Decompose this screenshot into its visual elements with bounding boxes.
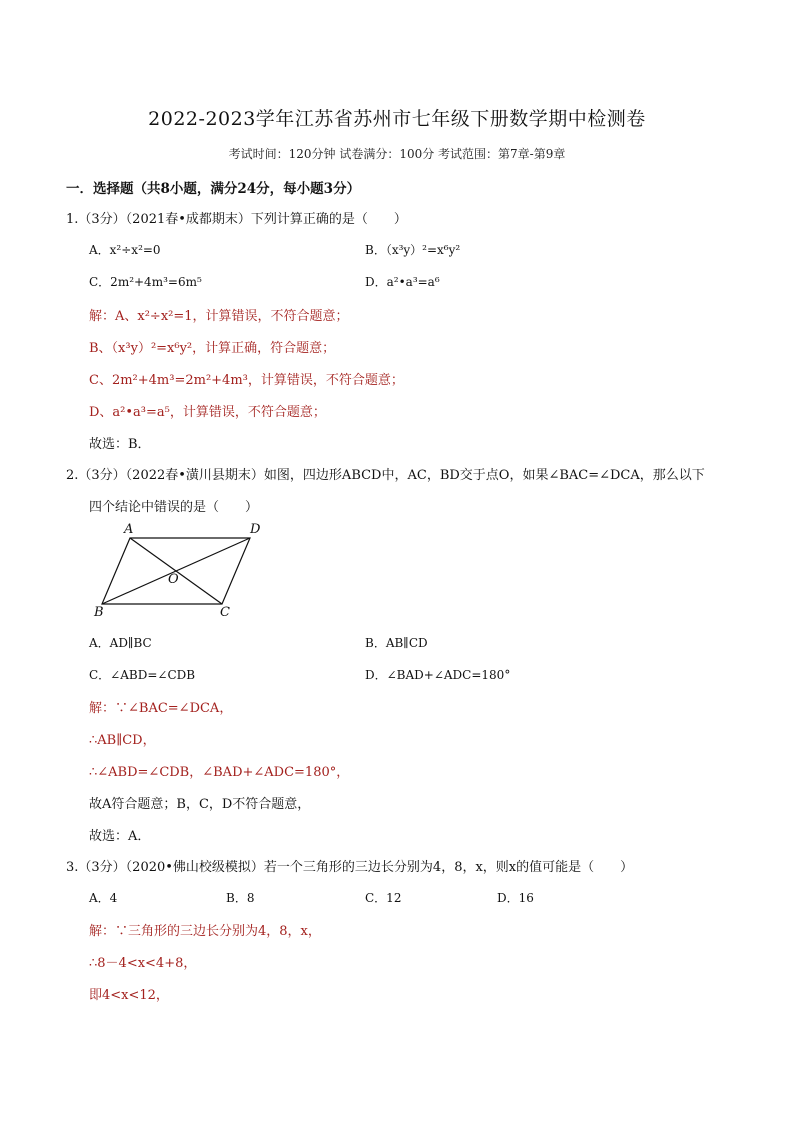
question-1-solution-line: C、2m²+4m³=2m²+4m³，计算错误，不符合题意；	[89, 373, 404, 388]
quadrilateral-figure	[92, 520, 272, 624]
question-2-option-d: D．∠BAD+∠ADC=180°	[365, 668, 511, 682]
question-1-option-a: A．x²÷x²=0	[89, 243, 161, 257]
question-2-option-a: A．AD∥BC	[89, 636, 152, 650]
question-1-solution-line: B、（x³y）²=x⁶y²，计算正确，符合题意；	[89, 341, 336, 356]
question-1-option-d: D．a²•a³=a⁶	[365, 275, 440, 289]
question-1-solution-line: D、a²•a³=a⁵，计算错误，不符合题意；	[89, 405, 326, 420]
question-2-option-c: C．∠ABD=∠CDB	[89, 668, 196, 682]
question-3-solution-line: ∴8－4<x<4+8，	[89, 956, 197, 971]
question-2-solution-line	[89, 697, 232, 716]
vertex-label-d: D	[250, 522, 261, 537]
question-1-answer: 故选：B．	[89, 437, 151, 452]
question-2-option-b: B．AB∥CD	[365, 636, 428, 650]
question-1-option-c: C．2m²+4m³=6m⁵	[89, 275, 202, 289]
question-3-solution-line	[89, 920, 321, 939]
question-1-solution-line	[89, 305, 349, 324]
vertex-label-b: B	[94, 605, 104, 620]
question-2-solution-line: ∴∠ABD=∠CDB，∠BAD+∠ADC=180°，	[89, 765, 350, 780]
vertex-label-c: C	[220, 605, 230, 620]
question-3-option-b: B．8	[226, 891, 255, 905]
solution-text: 解：∵三角形的三边长分别为4，8，x，	[89, 924, 321, 939]
question-2-stem-continued: 四个结论中错误的是（ ）	[89, 500, 259, 515]
diagonal-bd	[102, 538, 250, 604]
solution-text: 解：A、x²÷x²=1，计算错误，不符合题意；	[89, 309, 349, 324]
question-2-solution-line: ∴AB∥CD，	[89, 733, 156, 748]
question-3-option-a: A．4	[89, 891, 118, 905]
section-heading: 一．选择题（共8小题，满分24分，每小题3分）	[66, 181, 361, 197]
question-2-stem: 2.（3分）（2022春•潢川县期末）如图，四边形ABCD中，AC，BD交于点O，如果∠BAC=∠DCA，那么以下	[66, 468, 705, 483]
vertex-label-a: A	[124, 522, 134, 537]
question-1-stem: 1.（3分）（2021春•成都期末）下列计算正确的是（ ）	[66, 212, 407, 227]
question-3-option-d: D．16	[497, 891, 534, 905]
solution-text: 解：∵∠BAC=∠DCA，	[89, 701, 233, 716]
vertex-label-o: O	[168, 572, 179, 587]
question-3-solution-line: 即4<x<12，	[89, 988, 169, 1003]
page-title: 2022-2023学年江苏省苏州市七年级下册数学期中检测卷	[148, 108, 646, 130]
question-2-solution-line: 故A符合题意；B，C，D不符合题意，	[89, 797, 311, 812]
exam-info: 考试时间：120分钟 试卷满分：100分 考试范围：第7章-第9章	[228, 147, 566, 161]
question-3-stem: 3.（3分）（2020•佛山校级模拟）若一个三角形的三边长分别为4，8，x，则x的值可能是（ ）	[66, 860, 634, 875]
question-2-answer: 故选：A．	[89, 829, 151, 844]
quadrilateral-diagram	[92, 520, 272, 624]
question-1-option-b: B．（x³y）²=x⁶y²	[365, 243, 461, 257]
question-3-option-c: C．12	[365, 891, 402, 905]
